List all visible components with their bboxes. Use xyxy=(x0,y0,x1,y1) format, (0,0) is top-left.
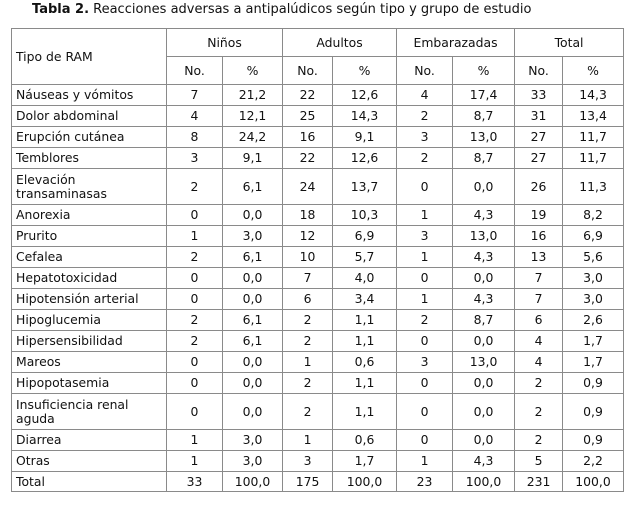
count-cell: 2 xyxy=(397,148,453,169)
count-cell: 8 xyxy=(167,127,223,148)
table-row xyxy=(12,169,624,205)
count-cell: 25 xyxy=(283,106,333,127)
count-cell: 7 xyxy=(515,289,563,310)
group-header-adultos: Adultos xyxy=(283,29,397,57)
count-cell: 26 xyxy=(515,169,563,205)
subheader-pct: % xyxy=(223,57,283,85)
percent-cell: 1,7 xyxy=(563,331,624,352)
percent-cell: 1,1 xyxy=(333,394,397,430)
count-cell: 5 xyxy=(515,451,563,472)
count-cell: 2 xyxy=(515,430,563,451)
table-row xyxy=(12,451,624,472)
group-header-row xyxy=(12,29,624,57)
percent-cell: 6,9 xyxy=(333,226,397,247)
percent-cell: 2,2 xyxy=(563,451,624,472)
count-cell: 23 xyxy=(397,472,453,492)
count-cell: 27 xyxy=(515,148,563,169)
percent-cell: 0,0 xyxy=(453,169,515,205)
percent-cell: 0,6 xyxy=(333,352,397,373)
percent-cell: 13,0 xyxy=(453,127,515,148)
count-cell: 7 xyxy=(283,268,333,289)
percent-cell: 12,6 xyxy=(333,85,397,106)
percent-cell: 0,9 xyxy=(563,373,624,394)
percent-cell: 11,7 xyxy=(563,127,624,148)
count-cell: 1 xyxy=(167,226,223,247)
count-cell: 1 xyxy=(397,205,453,226)
percent-cell: 4,3 xyxy=(453,451,515,472)
percent-cell: 0,0 xyxy=(453,331,515,352)
percent-cell: 0,0 xyxy=(223,352,283,373)
ram-type-cell: Mareos xyxy=(12,352,167,373)
ram-type-cell: Hipotensión arterial xyxy=(12,289,167,310)
count-cell: 13 xyxy=(515,247,563,268)
count-cell: 2 xyxy=(515,394,563,430)
count-cell: 231 xyxy=(515,472,563,492)
count-cell: 0 xyxy=(397,373,453,394)
percent-cell: 0,0 xyxy=(223,268,283,289)
percent-cell: 11,3 xyxy=(563,169,624,205)
count-cell: 3 xyxy=(283,451,333,472)
table-body xyxy=(12,29,624,492)
percent-cell: 13,7 xyxy=(333,169,397,205)
subheader-no: No. xyxy=(283,57,333,85)
percent-cell: 3,0 xyxy=(563,268,624,289)
count-cell: 0 xyxy=(397,331,453,352)
count-cell: 0 xyxy=(397,268,453,289)
table-row xyxy=(12,247,624,268)
percent-cell: 3,4 xyxy=(333,289,397,310)
percent-cell: 0,0 xyxy=(453,373,515,394)
subheader-no: No. xyxy=(167,57,223,85)
count-cell: 0 xyxy=(167,352,223,373)
count-cell: 0 xyxy=(167,205,223,226)
table-row xyxy=(12,373,624,394)
percent-cell: 14,3 xyxy=(333,106,397,127)
count-cell: 3 xyxy=(397,226,453,247)
table-row xyxy=(12,289,624,310)
ram-type-cell: Dolor abdominal xyxy=(12,106,167,127)
ram-type-cell: Hipopotasemia xyxy=(12,373,167,394)
percent-cell: 1,7 xyxy=(563,352,624,373)
table-caption xyxy=(32,2,531,18)
percent-cell: 0,9 xyxy=(563,430,624,451)
count-cell: 1 xyxy=(283,352,333,373)
count-cell: 2 xyxy=(397,310,453,331)
ram-type-cell: Anorexia xyxy=(12,205,167,226)
count-cell: 22 xyxy=(283,85,333,106)
count-cell: 0 xyxy=(397,430,453,451)
percent-cell: 21,2 xyxy=(223,85,283,106)
count-cell: 1 xyxy=(167,451,223,472)
percent-cell: 100,0 xyxy=(453,472,515,492)
count-cell: 2 xyxy=(397,106,453,127)
count-cell: 2 xyxy=(283,331,333,352)
count-cell: 33 xyxy=(167,472,223,492)
percent-cell: 13,0 xyxy=(453,352,515,373)
percent-cell: 0,0 xyxy=(453,430,515,451)
count-cell: 1 xyxy=(167,430,223,451)
percent-cell: 0,0 xyxy=(223,289,283,310)
percent-cell: 4,3 xyxy=(453,205,515,226)
count-cell: 2 xyxy=(167,310,223,331)
percent-cell: 8,7 xyxy=(453,148,515,169)
group-header-embarazadas: Embarazadas xyxy=(397,29,515,57)
count-cell: 16 xyxy=(515,226,563,247)
count-cell: 18 xyxy=(283,205,333,226)
percent-cell: 9,1 xyxy=(333,127,397,148)
subheader-pct: % xyxy=(563,57,624,85)
count-cell: 27 xyxy=(515,127,563,148)
count-cell: 4 xyxy=(167,106,223,127)
table-row xyxy=(12,352,624,373)
count-cell: 16 xyxy=(283,127,333,148)
table-row xyxy=(12,85,624,106)
count-cell: 1 xyxy=(283,430,333,451)
count-cell: 0 xyxy=(167,394,223,430)
count-cell: 2 xyxy=(167,169,223,205)
count-cell: 6 xyxy=(283,289,333,310)
count-cell: 2 xyxy=(167,331,223,352)
percent-cell: 4,3 xyxy=(453,289,515,310)
table-row xyxy=(12,268,624,289)
percent-cell: 11,7 xyxy=(563,148,624,169)
group-header-ninos: Niños xyxy=(167,29,283,57)
table-row xyxy=(12,205,624,226)
count-cell: 4 xyxy=(515,331,563,352)
count-cell: 6 xyxy=(515,310,563,331)
percent-cell: 100,0 xyxy=(563,472,624,492)
table-row xyxy=(12,148,624,169)
percent-cell: 14,3 xyxy=(563,85,624,106)
percent-cell: 9,1 xyxy=(223,148,283,169)
ram-type-cell: Otras xyxy=(12,451,167,472)
count-cell: 4 xyxy=(397,85,453,106)
ram-type-cell: Elevación transaminasas xyxy=(12,169,167,205)
count-cell: 0 xyxy=(397,394,453,430)
count-cell: 3 xyxy=(397,352,453,373)
ram-type-cell: Temblores xyxy=(12,148,167,169)
percent-cell: 17,4 xyxy=(453,85,515,106)
ram-type-cell: Hepatotoxicidad xyxy=(12,268,167,289)
table-row xyxy=(12,127,624,148)
percent-cell: 6,1 xyxy=(223,331,283,352)
percent-cell: 6,1 xyxy=(223,310,283,331)
percent-cell: 0,9 xyxy=(563,394,624,430)
count-cell: 22 xyxy=(283,148,333,169)
caption-text: Reacciones adversas a antipalúdicos según tipo y grupo de estudio xyxy=(89,2,532,17)
table-row xyxy=(12,106,624,127)
percent-cell: 1,7 xyxy=(333,451,397,472)
count-cell: 10 xyxy=(283,247,333,268)
percent-cell: 3,0 xyxy=(223,430,283,451)
count-cell: 7 xyxy=(167,85,223,106)
count-cell: 0 xyxy=(167,373,223,394)
ram-type-cell: Hipersensibilidad xyxy=(12,331,167,352)
group-header-total: Total xyxy=(515,29,624,57)
percent-cell: 2,6 xyxy=(563,310,624,331)
subheader-pct: % xyxy=(333,57,397,85)
percent-cell: 4,3 xyxy=(453,247,515,268)
percent-cell: 8,7 xyxy=(453,310,515,331)
percent-cell: 4,0 xyxy=(333,268,397,289)
percent-cell: 8,7 xyxy=(453,106,515,127)
count-cell: 2 xyxy=(283,310,333,331)
percent-cell: 0,6 xyxy=(333,430,397,451)
percent-cell: 3,0 xyxy=(223,226,283,247)
percent-cell: 1,1 xyxy=(333,373,397,394)
subheader-no: No. xyxy=(515,57,563,85)
table-row xyxy=(12,331,624,352)
percent-cell: 6,9 xyxy=(563,226,624,247)
subheader-pct: % xyxy=(453,57,515,85)
table-row xyxy=(12,394,624,430)
percent-cell: 6,1 xyxy=(223,169,283,205)
count-cell: 33 xyxy=(515,85,563,106)
percent-cell: 3,0 xyxy=(563,289,624,310)
percent-cell: 8,2 xyxy=(563,205,624,226)
subheader-no: No. xyxy=(397,57,453,85)
table-row xyxy=(12,310,624,331)
percent-cell: 100,0 xyxy=(223,472,283,492)
percent-cell: 1,1 xyxy=(333,310,397,331)
count-cell: 1 xyxy=(397,247,453,268)
caption-label: Tabla 2. xyxy=(32,2,90,17)
percent-cell: 0,0 xyxy=(223,394,283,430)
percent-cell: 0,0 xyxy=(453,394,515,430)
percent-cell: 12,6 xyxy=(333,148,397,169)
count-cell: 2 xyxy=(515,373,563,394)
ram-type-cell: Insuficiencia renal aguda xyxy=(12,394,167,430)
table-row xyxy=(12,430,624,451)
count-cell: 19 xyxy=(515,205,563,226)
table-row xyxy=(12,226,624,247)
count-cell: 3 xyxy=(167,148,223,169)
count-cell: 0 xyxy=(167,268,223,289)
percent-cell: 1,1 xyxy=(333,331,397,352)
percent-cell: 10,3 xyxy=(333,205,397,226)
count-cell: 4 xyxy=(515,352,563,373)
count-cell: 12 xyxy=(283,226,333,247)
percent-cell: 5,6 xyxy=(563,247,624,268)
count-cell: 31 xyxy=(515,106,563,127)
ram-type-cell: Náuseas y vómitos xyxy=(12,85,167,106)
count-cell: 1 xyxy=(397,451,453,472)
count-cell: 1 xyxy=(397,289,453,310)
count-cell: 2 xyxy=(167,247,223,268)
percent-cell: 0,0 xyxy=(453,268,515,289)
percent-cell: 3,0 xyxy=(223,451,283,472)
count-cell: 24 xyxy=(283,169,333,205)
percent-cell: 13,4 xyxy=(563,106,624,127)
count-cell: 175 xyxy=(283,472,333,492)
row-header-cell: Tipo de RAM xyxy=(12,29,167,85)
total-row xyxy=(12,472,624,492)
percent-cell: 5,7 xyxy=(333,247,397,268)
ram-type-cell: Cefalea xyxy=(12,247,167,268)
percent-cell: 12,1 xyxy=(223,106,283,127)
ram-type-cell: Hipoglucemia xyxy=(12,310,167,331)
ram-type-cell: Diarrea xyxy=(12,430,167,451)
count-cell: 3 xyxy=(397,127,453,148)
count-cell: 0 xyxy=(167,289,223,310)
ram-type-cell: Total xyxy=(12,472,167,492)
count-cell: 7 xyxy=(515,268,563,289)
percent-cell: 13,0 xyxy=(453,226,515,247)
percent-cell: 6,1 xyxy=(223,247,283,268)
adverse-reactions-table xyxy=(11,28,624,492)
count-cell: 2 xyxy=(283,373,333,394)
percent-cell: 100,0 xyxy=(333,472,397,492)
percent-cell: 0,0 xyxy=(223,373,283,394)
count-cell: 2 xyxy=(283,394,333,430)
count-cell: 0 xyxy=(397,169,453,205)
percent-cell: 24,2 xyxy=(223,127,283,148)
ram-type-cell: Erupción cutánea xyxy=(12,127,167,148)
ram-type-cell: Prurito xyxy=(12,226,167,247)
percent-cell: 0,0 xyxy=(223,205,283,226)
